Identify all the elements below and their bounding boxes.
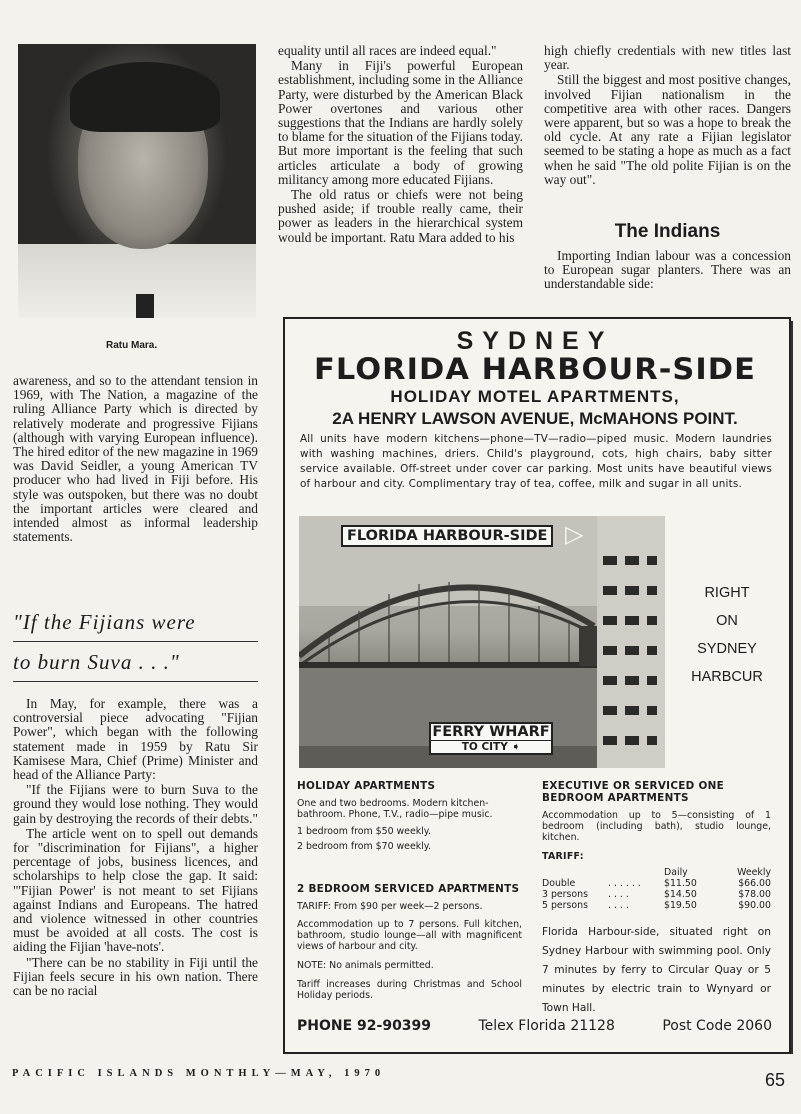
paragraph: The article went on to spell out demands for "discrimination for Fijians", a higher percentage of jobs, business licences, and scholarships to help close the gap. It said: "'Fijian Power' is not meant to set Fijians against Indians and Europeans. The hatred and violence witnessed in other countries must be avoided at all costs. The cost is aiding the Fijian 'have-nots'. bbox=[13, 825, 258, 955]
right-on-harbour bbox=[681, 579, 773, 691]
photo-caption: Ratu Mara. bbox=[106, 340, 158, 351]
right-on-line: SYDNEY bbox=[697, 641, 757, 657]
ferry-wharf-label: FERRY WHARF bbox=[432, 724, 550, 740]
portrait-photo bbox=[18, 44, 256, 318]
publication-footer: PACIFIC ISLANDS MONTHLY—MAY, 1970 bbox=[12, 1068, 386, 1079]
serviced-heading: 2 BEDROOM SERVICED APARTMENTS bbox=[297, 883, 520, 895]
tariff-row-daily: $14.50 bbox=[664, 889, 697, 900]
ferry-arrow-icon: ➧ bbox=[511, 741, 521, 753]
paragraph: "If the Fijians were to burn Suva to the ground they would lose nothing. They would gain by destroying the records of their debts." bbox=[13, 782, 258, 826]
tariff-row-weekly: $78.00 bbox=[738, 889, 771, 900]
tariff-row-leader: . . . . . . bbox=[608, 878, 641, 889]
tariff-row-label: 5 persons bbox=[542, 900, 588, 911]
serviced-apartments-section bbox=[297, 883, 522, 1001]
paragraph: Many in Fiji's powerful European establishment, including some in the Alliance Party, were disturbed by the American Black Power overtones and various other suggestions that the Indians are hardly solely to blame for the situation of the Fijians today. But more important is the feeling that such articles articulate a body of growing militancy among more educated Fijians. bbox=[278, 58, 523, 187]
paragraph: Still the biggest and most positive changes, involved Fijian nationalism in the competitive area with other races. Dangers were apparent, but so was a hope to break the old cycle. At any rate a Fijian legislator seemed to be stating a hope as much as a fact when he said "The old polite Fijian is on the way out". bbox=[544, 72, 791, 187]
location-description: Florida Harbour-side, situated right on Sydney Harbour with swimming pool. Only 7 minutes by ferry to Circular Quay or 5 minutes by electric train to Wynyard or Town Hall. bbox=[542, 926, 771, 1014]
article-column-3 bbox=[544, 44, 791, 187]
holiday-description: One and two bedrooms. Modern kitchen-bathroom. Phone, T.V., radio—pipe music. bbox=[297, 798, 493, 820]
table-row bbox=[542, 878, 771, 889]
right-on-line: RIGHT bbox=[704, 585, 750, 601]
right-on-line: ON bbox=[716, 613, 738, 629]
serviced-note: NOTE: No animals permitted. bbox=[297, 960, 434, 971]
building-sign: FLORIDA HARBOUR-SIDE bbox=[341, 525, 553, 547]
holiday-apartments-section bbox=[297, 780, 522, 854]
contact-row bbox=[297, 1018, 772, 1034]
paragraph: awareness, and so to the attendant tension in 1969, with The Nation, a magazine of the ruling Alliance Party which is directed by relatively moderate and progressive Fijians (although with varying European influence). The hired editor of the new magazine in 1969 was David Seidler, a young American TV producer who had lived in Fiji before. His style was outspoken, but there was no doubt the important articles were cleared and intended almost as informal leadership statements. bbox=[13, 373, 258, 545]
holiday-rate-2: 2 bedroom from $70 weekly. bbox=[297, 841, 431, 852]
ferry-city-label: TO CITY ➧ bbox=[431, 740, 551, 753]
article-column-2 bbox=[278, 44, 523, 245]
serviced-description: Accommodation up to 7 persons. Full kitchen, bathroom, studio lounge—all with magnificent views of harbour and city. bbox=[297, 919, 522, 952]
paragraph: Importing Indian labour was a concession to European sugar planters. There was an understandable side: bbox=[544, 248, 791, 292]
ad-address: 2A HENRY LAWSON AVENUE, McMAHONS POINT. bbox=[332, 409, 738, 428]
holiday-heading: HOLIDAY APARTMENTS bbox=[297, 780, 436, 792]
phone-number: PHONE 92-90399 bbox=[297, 1018, 432, 1034]
pull-quote-line-1: "If the Fijians were bbox=[13, 610, 196, 634]
divider bbox=[13, 681, 258, 682]
section-heading: The Indians bbox=[614, 221, 721, 242]
tariff-col-daily: Daily bbox=[664, 867, 688, 878]
tariff-row-daily: $19.50 bbox=[664, 900, 697, 911]
paragraph: The old ratus or chiefs were not being pushed aside; if trouble really came, their power as leaders in the hierarchical system would be important. Ratu Mara added to his bbox=[278, 187, 523, 245]
post-code: Post Code 2060 bbox=[662, 1018, 772, 1034]
table-row bbox=[542, 889, 771, 900]
article-column-1-bottom bbox=[13, 697, 258, 998]
ad-subtitle: HOLIDAY MOTEL APARTMENTS, bbox=[390, 387, 680, 406]
tariff-row-label: Double bbox=[542, 878, 576, 889]
right-on-line: HARBCUR bbox=[691, 669, 763, 685]
executive-apartments-section bbox=[542, 780, 771, 1018]
paragraph: high chiefly credentials with new titles last year. bbox=[544, 43, 791, 73]
tariff-row-weekly: $90.00 bbox=[738, 900, 771, 911]
serviced-tariff: TARIFF: From $90 per week—2 persons. bbox=[297, 901, 483, 912]
ferry-wharf-sign bbox=[429, 722, 553, 755]
pull-quote-line-2: to burn Suva . . ." bbox=[13, 650, 180, 674]
tariff-header-row bbox=[542, 867, 771, 878]
divider bbox=[13, 641, 258, 642]
tariff-row-daily: $11.50 bbox=[664, 878, 697, 889]
telex-number: Telex Florida 21128 bbox=[478, 1018, 615, 1034]
serviced-increase: Tariff increases during Christmas and School Holiday periods. bbox=[297, 979, 522, 1001]
executive-heading-1: EXECUTIVE OR SERVICED ONE bbox=[542, 780, 725, 792]
tariff-row-leader: . . . . bbox=[608, 900, 629, 911]
tariff-row-label: 3 persons bbox=[542, 889, 588, 900]
ad-city: SYDNEY bbox=[456, 327, 614, 355]
paragraph: "There can be no stability in Fiji until the Fijian feels secure in his own nation. There can be no racial bbox=[13, 954, 258, 999]
executive-heading-2: BEDROOM APARTMENTS bbox=[542, 792, 689, 804]
tariff-table bbox=[542, 867, 771, 911]
page-number: 65 bbox=[765, 1070, 786, 1090]
tariff-row-leader: . . . . bbox=[608, 889, 629, 900]
executive-description: Accommodation up to 5—consisting of 1 bedroom (including bath), studio lounge, kitchen. bbox=[542, 810, 771, 843]
tariff-col-weekly: Weekly bbox=[737, 867, 771, 878]
holiday-rate-1: 1 bedroom from $50 weekly. bbox=[297, 826, 431, 837]
article-column-1-top bbox=[13, 374, 258, 544]
arrow-icon: ▷ bbox=[565, 520, 584, 548]
ad-description: All units have modern kitchens—phone—TV—radio—piped music. Modern laundries with washing machines, driers. Child's playground, cots, high chairs, baby sitter service available. Off-street under cover car parking. Most units have beautiful views of harbour and city. Complimentary tray of tea, coffee, milk and sugar in all units. bbox=[300, 433, 772, 490]
article-column-3-lower bbox=[544, 249, 791, 292]
paragraph: equality until all races are indeed equal." bbox=[278, 43, 497, 58]
ad-name: FLORIDA HARBOUR-SIDE bbox=[314, 352, 756, 386]
table-row bbox=[542, 900, 771, 911]
tariff-row-weekly: $66.00 bbox=[738, 878, 771, 889]
executive-tariff-label: TARIFF: bbox=[542, 851, 584, 862]
pull-quote bbox=[13, 610, 258, 682]
paragraph: In May, for example, there was a controversial piece advocating "Fijian Power", which began with the following statement made in 1959 by Ratu Sir Kamisese Mara, Chief (Prime) Minister and head of the Alliance Party: bbox=[13, 696, 258, 783]
